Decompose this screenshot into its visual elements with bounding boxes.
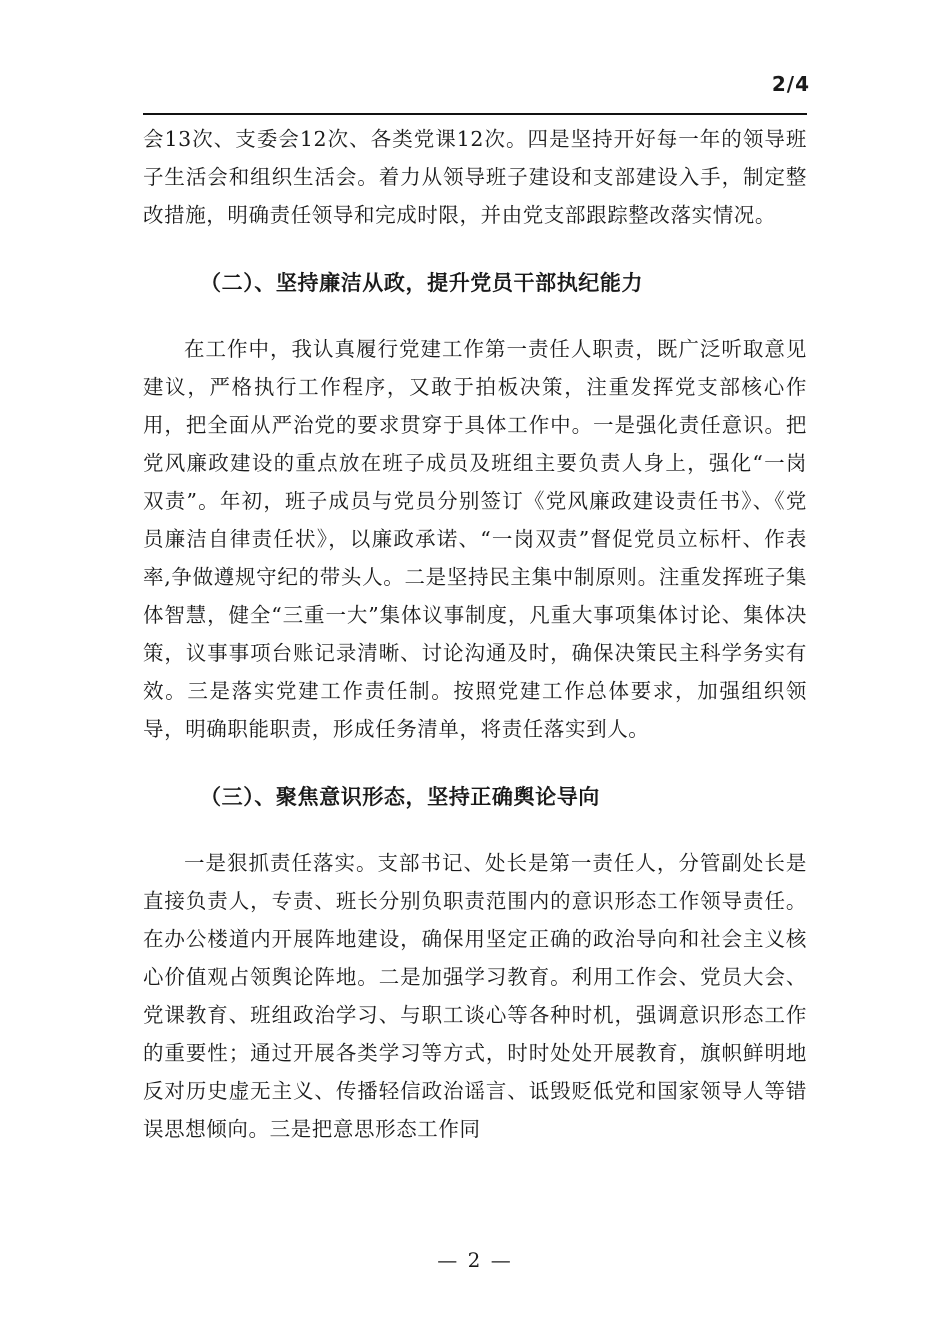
paragraph-section-3: 一是狠抓责任落实。支部书记、处长是第一责任人，分管副处长是直接负责人，专责、班长分别负职责范围内的意识形态工作领导责任。在办公楼道内开展阵地建设，确保用坚定正确的政治导向和社会主义核心价值观占领舆论阵地。二是加强学习教育。利用工作会、党员大会、党课教育、班组政治学习、与职工谈心等各种时机，强调意识形态工作的重要性；通过开展各类学习等方式，时时处处开展教育，旗帜鲜明地反对历史虚无主义、传播轻信政治谣言、诋毁贬低党和国家领导人等错误思想倾向。三是把意思形态工作同 (143, 851, 807, 1141)
document-body (143, 120, 807, 1148)
paragraph-continued: 会13次、支委会12次、各类党课12次。四是坚持开好每一年的领导班子生活会和组织生活会。着力从领导班子建设和支部建设入手，制定整改措施，明确责任领导和完成时限，并由党支部跟踪整改落实情况。 (143, 127, 807, 227)
paragraph-section-2: 在工作中，我认真履行党建工作第一责任人职责，既广泛听取意见建议，严格执行工作程序，又敢于拍板决策，注重发挥党支部核心作用，把全面从严治党的要求贯穿于具体工作中。一是强化责任意识。把党风廉政建设的重点放在班子成员及班组主要负责人身上，强化“一岗双责”。年初，班子成员与党员分别签订《党风廉政建设责任书》、《党员廉洁自律责任状》，以廉政承诺、“一岗双责”督促党员立标杆、作表率,争做遵规守纪的带头人。二是坚持民主集中制原则。注重发挥班子集体智慧，健全“三重一大”集体议事制度，凡重大事项集体讨论、集体决策，议事事项台账记录清晰、讨论沟通及时，确保决策民主科学务实有效。三是落实党建工作责任制。按照党建工作总体要求，加强组织领导，明确职能职责，形成任务清单，将责任落实到人。 (143, 337, 807, 741)
section-heading-2: （二）、坚持廉洁从政，提升党员干部执纪能力 (200, 271, 644, 295)
header-divider (143, 113, 807, 115)
section-heading-3: （三）、聚焦意识形态，坚持正确舆论导向 (200, 785, 600, 809)
footer-page-number: — 2 — (437, 1248, 513, 1272)
page-counter: 2/4 (771, 72, 810, 96)
